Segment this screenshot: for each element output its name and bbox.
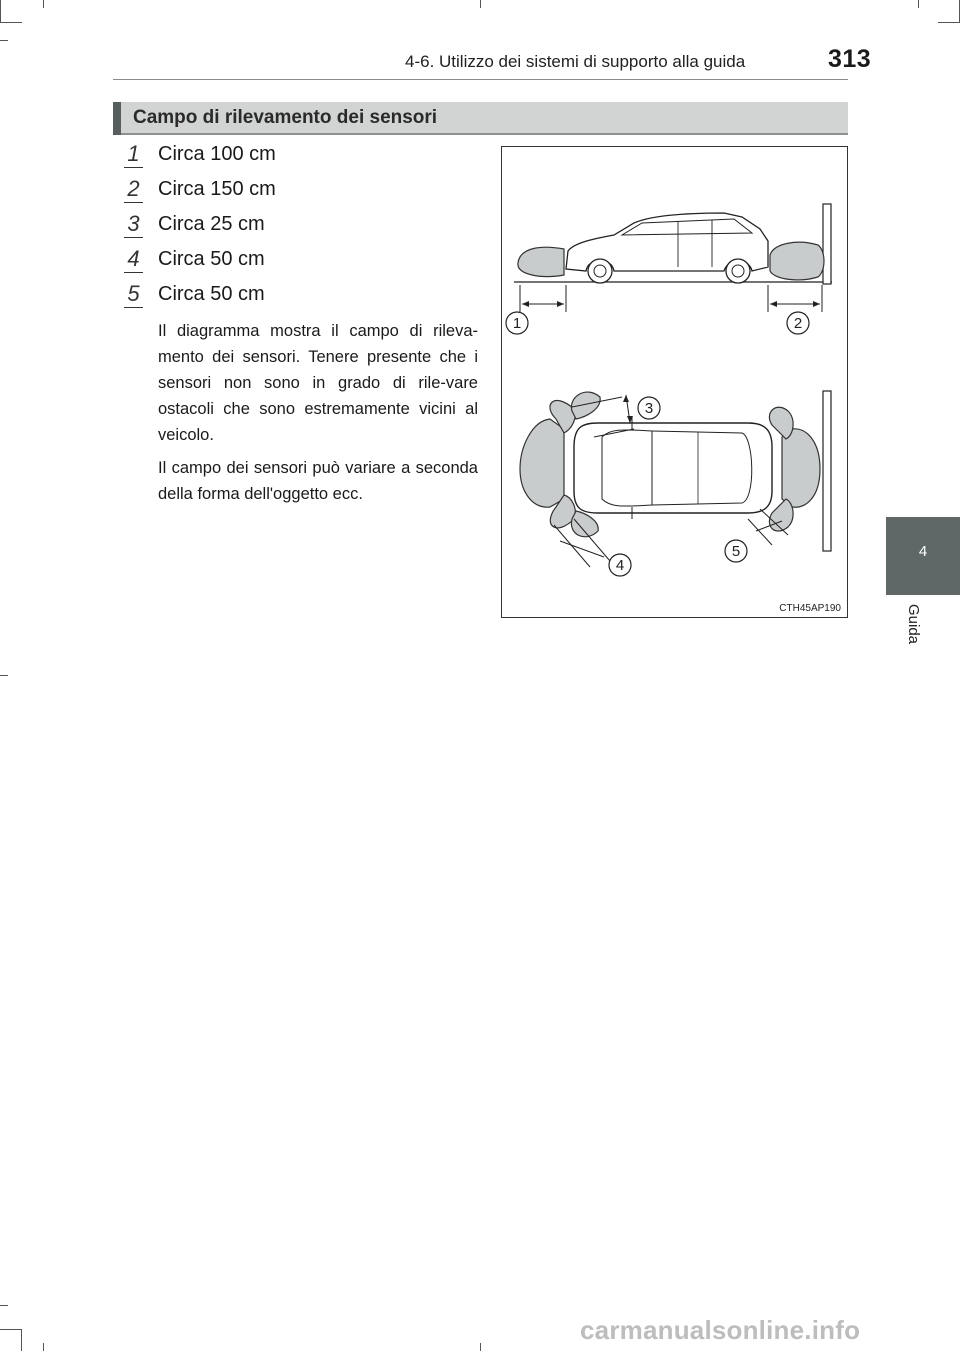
top-view: [520, 391, 831, 567]
car-top-body: [574, 423, 772, 513]
rear-center-sensor-zone: [782, 429, 820, 507]
list-item-number: 4: [123, 246, 144, 272]
callout-2: [787, 312, 809, 334]
crop-mark: [0, 22, 22, 23]
callout-label: 4: [615, 557, 625, 574]
section-heading-accent: [113, 102, 121, 135]
section-title: Campo di rilevamento dei sensori: [133, 107, 438, 128]
list-item-number: 5: [123, 281, 144, 307]
callout-1: [506, 312, 528, 334]
crop-mark: [0, 40, 8, 41]
crop-mark: [0, 1305, 8, 1306]
callout-label: 3: [644, 400, 654, 417]
chapter-label: [905, 604, 922, 664]
list-item-number: 1: [123, 141, 144, 167]
crop-mark: [0, 1329, 22, 1330]
body-paragraph: Il campo dei sensori può variare a seconda della forma dell'oggetto ecc.: [158, 459, 478, 503]
wall: [823, 391, 831, 551]
crop-mark: [938, 22, 960, 23]
crop-mark: [43, 1343, 44, 1351]
watermark: carmanualsonline.info: [580, 1315, 861, 1345]
crop-mark: [918, 0, 919, 8]
sensor-range-figure: [501, 146, 848, 618]
list-item-text: Circa 50 cm: [158, 283, 265, 305]
front-center-sensor-zone: [520, 419, 564, 507]
crop-mark: [0, 0, 1, 22]
body-paragraph: Il diagramma mostra il campo di rileva-mento dei sensori. Tenere presente che i sensori non sono in grado di rile-vare ostacoli che sono estremamente vicini al veicolo.: [158, 322, 478, 444]
list-item-text: Circa 100 cm: [158, 143, 276, 165]
rear-sensor-zone: [770, 242, 824, 280]
header-rule: [113, 79, 848, 80]
crop-mark: [0, 675, 8, 676]
callout-4: [609, 554, 631, 576]
rear-corner-sensor-zone: [769, 407, 793, 439]
section-heading-bar: [113, 102, 848, 135]
chapter-label-text: Guida: [905, 604, 922, 645]
side-view: [514, 204, 832, 312]
list-item-number: 3: [123, 211, 144, 237]
running-header: 4-6. Utilizzo dei sistemi di supporto alla guida: [405, 52, 746, 71]
figure-code: CTH45AP190: [779, 603, 841, 614]
front-sensor-zone: [518, 247, 564, 276]
sensor-range-diagram: [502, 147, 849, 619]
list-item-text: Circa 25 cm: [158, 213, 265, 235]
crop-mark: [480, 1343, 481, 1351]
list-item-text: Circa 50 cm: [158, 248, 265, 270]
list-item-number: 2: [123, 176, 144, 202]
callout-5: [725, 540, 747, 562]
page-number: 313: [828, 45, 872, 73]
wheel: [588, 259, 612, 283]
wheel: [726, 259, 750, 283]
callout-label: 1: [512, 315, 522, 332]
chapter-tab-number: 4: [918, 543, 928, 560]
crop-mark: [480, 0, 481, 8]
chapter-tab: [886, 517, 960, 595]
crop-mark: [21, 1329, 22, 1351]
list-item-text: Circa 150 cm: [158, 178, 276, 200]
callout-label: 2: [793, 315, 803, 332]
callout-label: 5: [731, 543, 741, 560]
callout-3: [638, 397, 660, 419]
crop-mark: [43, 0, 44, 8]
